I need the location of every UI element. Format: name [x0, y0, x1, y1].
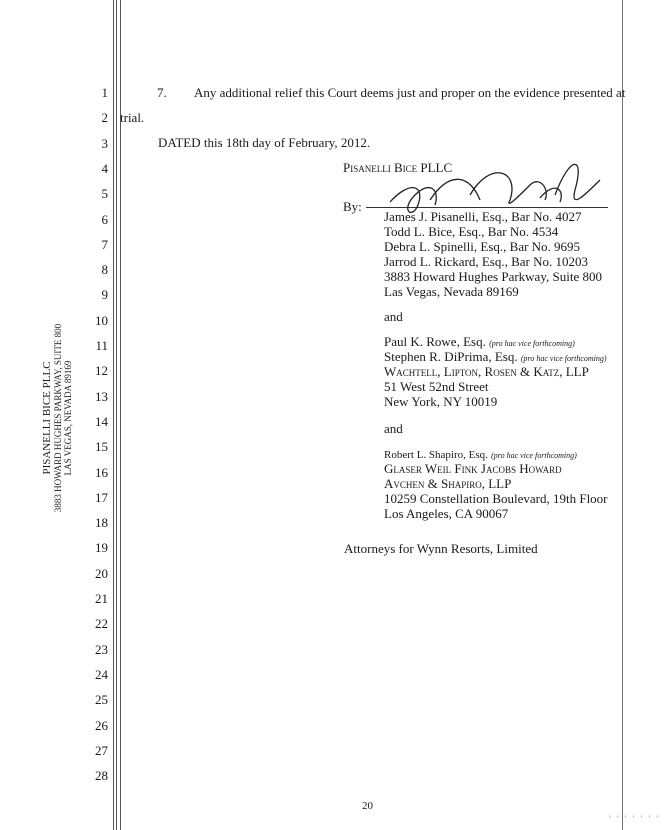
page-number: 20: [362, 800, 373, 812]
line-number: 20: [95, 565, 108, 581]
line-number: 4: [101, 160, 108, 176]
sig-firm-name: Pisanelli Bice PLLC: [343, 160, 453, 175]
line-number: 18: [95, 515, 108, 531]
shapiro-note: (pro hac vice forthcoming): [491, 451, 577, 460]
line-number: 5: [101, 186, 108, 202]
attorney-line: Debra L. Spinelli, Esq., Bar No. 9695: [384, 239, 581, 254]
rowe-name: Paul K. Rowe, Esq.: [384, 334, 486, 349]
diprima-note: (pro hac vice forthcoming): [520, 354, 607, 363]
line-number: 10: [95, 312, 108, 328]
line-number: 24: [95, 666, 108, 682]
line-number: 25: [95, 692, 108, 708]
right-margin-rule: [622, 0, 623, 830]
and-1: and: [384, 309, 403, 324]
line-number: 22: [95, 616, 108, 632]
glaser-firm-1: Glaser Weil Fink Jacobs Howard: [384, 461, 562, 476]
attorney-line: Todd L. Bice, Esq., Bar No. 4534: [384, 224, 559, 239]
line-number: 12: [95, 363, 108, 379]
line-number: 8: [101, 262, 108, 278]
line-number: 7: [101, 236, 108, 252]
line-number: 27: [95, 742, 108, 758]
glaser-street: 10259 Constellation Boulevard, 19th Floor: [384, 491, 608, 506]
rowe-note: (pro hac vice forthcoming): [489, 339, 575, 348]
line-number: 21: [95, 591, 108, 606]
left-margin-rule-inner: [116, 0, 117, 830]
attorney-line: James J. Pisanelli, Esq., Bar No. 4027: [384, 209, 582, 224]
line-number: 1: [101, 85, 108, 100]
glaser-city: Los Angeles, CA 90067: [384, 506, 509, 521]
wachtell-city: New York, NY 10019: [384, 394, 498, 409]
line-number: 16: [95, 464, 108, 480]
shapiro-name: Robert L. Shapiro, Esq.: [384, 449, 488, 461]
wachtell-street: 51 West 52nd Street: [384, 379, 489, 394]
attorney-line: Las Vegas, Nevada 89169: [384, 284, 519, 299]
side-firm-address1: 3883 HOWARD HUGHES PARKWAY, SUITE 800: [53, 323, 63, 513]
line-number: 28: [95, 768, 108, 784]
and-2: and: [384, 421, 403, 436]
line-number: 6: [101, 211, 108, 227]
item-7-number: 7.: [157, 85, 167, 100]
line-number: 2: [101, 110, 108, 126]
item-7-text: Any additional relief this Court deems just and proper on the evidence presented at: [194, 85, 626, 100]
line-number: 23: [95, 641, 108, 657]
line-number: 3: [101, 135, 108, 151]
side-firm-name: PISANELLI BICE PLLC: [41, 361, 53, 475]
line-number: 19: [95, 540, 108, 556]
wachtell-firm: Wachtell, Lipton, Rosen & Katz, LLP: [384, 364, 589, 379]
line-number: 17: [95, 489, 108, 505]
line-number: 11: [95, 338, 108, 353]
line-number: 13: [95, 388, 108, 404]
glaser-firm-2: Avchen & Shapiro, LLP: [384, 476, 512, 491]
item-7-continuation: trial.: [120, 110, 145, 125]
left-margin-rule: [113, 0, 114, 830]
sig-by-label: By:: [343, 199, 362, 214]
corner-mark: ' ' ' ' ' ' ': [609, 814, 660, 824]
line-number: 15: [95, 439, 108, 455]
dated-line: DATED this 18th day of February, 2012.: [158, 135, 371, 150]
attorney-line: 3883 Howard Hughes Parkway, Suite 800: [384, 269, 602, 284]
attorneys-for: Attorneys for Wynn Resorts, Limited: [344, 541, 538, 556]
side-firm-address2: LAS VEGAS, NEVADA 89169: [63, 360, 73, 476]
line-number: 9: [101, 287, 108, 303]
diprima-name: Stephen R. DiPrima, Esq.: [384, 349, 518, 364]
side-firm-block: [20, 312, 80, 542]
attorney-line: Jarrod L. Rickard, Esq., Bar No. 10203: [384, 254, 588, 269]
line-number: 14: [95, 413, 108, 429]
line-number: 26: [95, 717, 108, 733]
